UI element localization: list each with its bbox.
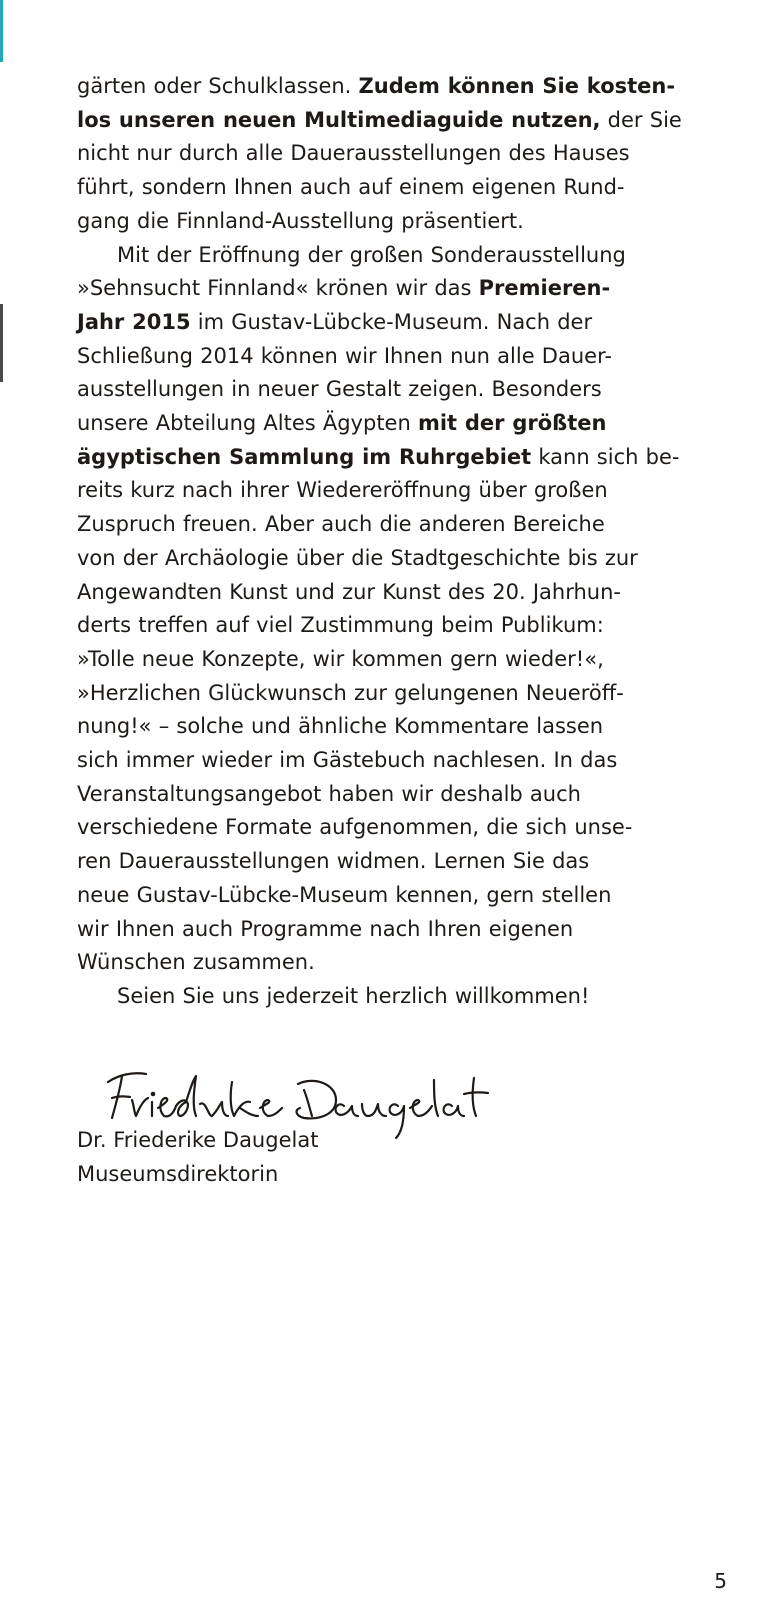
text-line: gang die Finnland-Ausstellung präsentiert. xyxy=(77,208,524,233)
text-span: »Sehnsucht Finnland« krönen wir das xyxy=(77,276,479,301)
text-line xyxy=(77,441,697,475)
text-line: derts treffen auf viel Zustimmung beim Publikum: xyxy=(77,613,604,638)
text-line: sich immer wieder im Gästebuch nachlesen. In das xyxy=(77,748,618,773)
text-line: »Herzlichen Glückwunsch zur gelungenen Neueröff- xyxy=(77,680,624,705)
text-span: der Sie xyxy=(600,107,682,132)
signatory-title: Museumsdirektorin xyxy=(77,1161,279,1186)
text-line: reits kurz nach ihrer Wiedereröffnung über großen xyxy=(77,478,608,503)
text-line: Veranstaltungsangebot haben wir deshalb auch xyxy=(77,781,581,806)
text-line: von der Archäologie über die Stadtgeschichte bis zur xyxy=(77,545,638,570)
paragraph-3 xyxy=(77,980,697,1014)
text-bold: ägyptischen Sammlung im Ruhrgebiet xyxy=(77,444,532,469)
text-span: unsere Abteilung Altes Ägypten xyxy=(77,411,418,436)
text-line: verschiedene Formate aufgenommen, die sich unse- xyxy=(77,815,633,840)
text-bold: mit der größten xyxy=(417,411,607,436)
signature-block xyxy=(77,1124,318,1191)
text-line xyxy=(77,104,697,138)
text-line: ausstellungen in neuer Gestalt zeigen. Besonders xyxy=(77,377,602,402)
signatory-name: Dr. Friederike Daugelat xyxy=(77,1128,319,1152)
text-line: Wünschen zusammen. xyxy=(77,950,315,975)
text-line: Zuspruch freuen. Aber auch die anderen Bereiche xyxy=(77,512,605,537)
text-line: ren Dauerausstellungen widmen. Lernen Sie das xyxy=(77,849,590,874)
text-line xyxy=(77,70,697,104)
edge-accent-dark xyxy=(0,304,3,382)
text-span: kann sich be- xyxy=(531,444,680,469)
page-number: 5 xyxy=(714,1569,727,1593)
closing-line: Seien Sie uns jederzeit herzlich willkommen! xyxy=(117,983,590,1008)
letter-body xyxy=(77,70,697,1014)
text-line: wir Ihnen auch Programme nach Ihren eigenen xyxy=(77,916,574,941)
text-line: »Tolle neue Konzepte, wir kommen gern wieder!«, xyxy=(77,646,604,671)
text-line: Schließung 2014 können wir Ihnen nun alle Dauer- xyxy=(77,343,612,368)
text-line xyxy=(77,272,697,306)
paragraph-1 xyxy=(77,70,697,239)
text-bold: Jahr 2015 xyxy=(77,309,191,334)
text-bold: los unseren neuen Multimediaguide nutzen, xyxy=(77,107,601,132)
text-bold: Zudem können Sie kosten- xyxy=(358,74,676,98)
text-line: Mit der Eröffnung der großen Sonderausstellung xyxy=(117,242,626,267)
text-line xyxy=(77,306,697,340)
text-line: nung!« – solche und ähnliche Kommentare lassen xyxy=(77,714,604,739)
text-line: neue Gustav-Lübcke-Museum kennen, gern stellen xyxy=(77,882,612,907)
edge-accent-teal xyxy=(0,0,3,62)
text-line: nicht nur durch alle Dauerausstellungen des Hauses xyxy=(77,141,630,166)
text-line: führt, sondern Ihnen auch auf einem eigenen Rund- xyxy=(77,175,625,200)
paragraph-2 xyxy=(77,239,697,980)
text-line: Angewandten Kunst und zur Kunst des 20. Jahrhun- xyxy=(77,579,621,604)
text-span: gärten oder Schulklassen. xyxy=(77,74,359,98)
text-line xyxy=(77,407,697,441)
text-bold: Premieren- xyxy=(478,276,611,301)
text-span: im Gustav-Lübcke-Museum. Nach der xyxy=(190,309,593,334)
